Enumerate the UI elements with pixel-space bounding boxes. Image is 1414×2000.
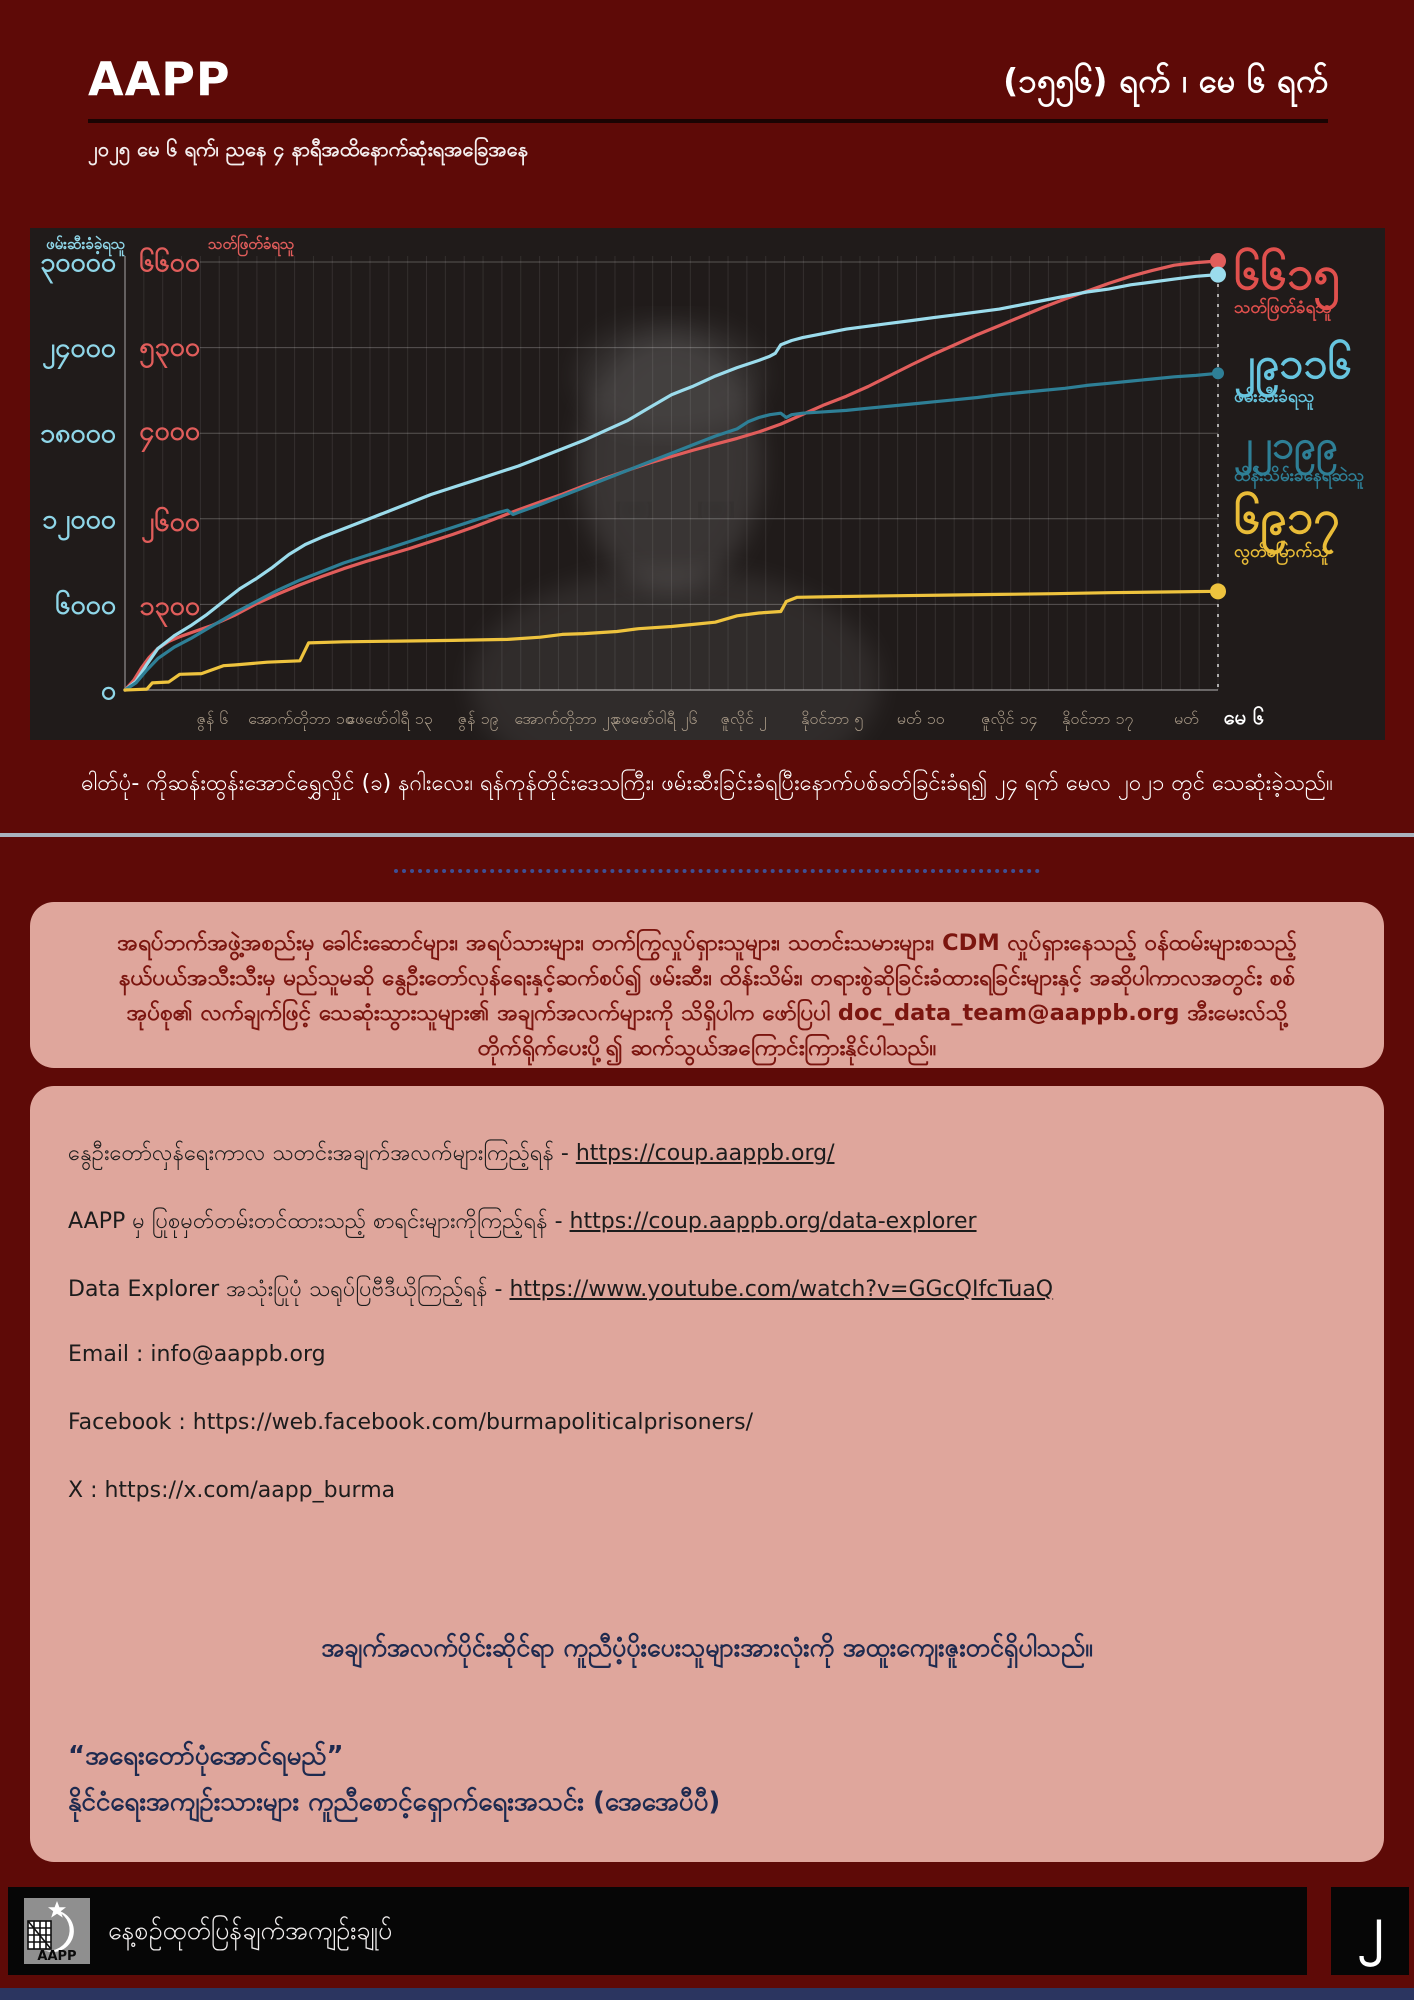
aapp-logo bbox=[24, 1898, 90, 1964]
link-line-coup-site bbox=[68, 1138, 835, 1171]
svg-text:၂၄၀၀၀: ၂၄၀၀၀ bbox=[41, 332, 116, 364]
legend-arrested bbox=[1234, 339, 1414, 407]
page-number-box bbox=[1331, 1887, 1409, 1975]
svg-text:မတ်: မတ် bbox=[1173, 709, 1199, 728]
svg-text:၆၆၀၀: ၆၆၀၀ bbox=[139, 247, 200, 278]
email-line: Email : info@aappb.org bbox=[68, 1342, 326, 1367]
svg-text:ဇွန် ၁၉: ဇွန် ၁၉ bbox=[457, 709, 499, 728]
coup-site-link[interactable]: https://coup.aappb.org/ bbox=[575, 1141, 835, 1166]
cumulative-line-chart bbox=[30, 228, 1385, 740]
svg-text:၁၂၀၀၀: ၁၂၀၀၀ bbox=[41, 503, 116, 535]
legend-released bbox=[1234, 490, 1414, 562]
photo-caption: ဓါတ်ပုံ- ကိုဆန်းထွန်းအောင်ရွှေလှိုင် (ခ) နဂါးလေး၊ ရန်ကုန်တိုင်းဒေသကြီး၊ ဖမ်းဆီးခြင်းခံရပြီးနောက်ပစ်ခတ်ခြင်းခံရ၍ ၂၄ ရက် မေလ ၂၀၂၁ တွင် သေဆုံးခဲ့သည်။ bbox=[81, 771, 1333, 796]
svg-text:နိုဝင်ဘာ ၁၇: နိုဝင်ဘာ ၁၇ bbox=[1062, 709, 1134, 728]
svg-text:အောက်တိုဘာ ၁၀: အောက်တိုဘာ ၁၀ bbox=[248, 709, 354, 728]
contact-info-text: အရပ်ဘက်အဖွဲ့အစည်းမှ ခေါင်းဆောင်များ၊ အရပ်သားများ၊ တက်ကြွလှုပ်ရှားသူများ၊ သတင်းသမားများ၊ CDM လှုပ်ရှားနေသည့် ဝန်ထမ်းများစသည့် နယ်ပယ်အသီးသီးမှ မည်သူမဆို နွေဦးတော်လှန်ရေးနှင့်ဆက်စပ်၍ ဖမ်းဆီး၊ ထိန်းသိမ်း၊ တရားစွဲဆိုခြင်းခံထားရခြင်းများနှင့် အဆိုပါကာလအတွင်း စစ်အုပ်စု၏ လက်ချက်ဖြင့် သေဆုံးသွားသူများ၏ အချက်အလက်များကို သိရှိပါက ဖော်ပြပါ doc_data_team@aappb.org အီးမေးလ်သို့ တိုက်ရိုက်ပေးပို့၍ ဆက်သွယ်အကြောင်းကြားနိုင်ပါသည်။ bbox=[117, 930, 1297, 1062]
svg-text:အောက်တိုဘာ ၂၃: အောက်တိုဘာ ၂၃ bbox=[514, 709, 619, 728]
svg-text:ဖမ်းဆီးခံခဲ့ရသူ: ဖမ်းဆီးခံခဲ့ရသူ bbox=[46, 235, 126, 253]
page-title: AAPP bbox=[88, 52, 231, 106]
footer-bar bbox=[8, 1887, 1307, 1975]
header-day-count: (၁၅၅၆) ရက် ၊ မေ ၆ ရက် bbox=[1003, 61, 1328, 100]
legend-detained-label: ထိန်းသိမ်းခံနေရဆဲသူ bbox=[1234, 465, 1365, 486]
thank-you-text: အချက်အလက်ပိုင်းဆိုင်ရာ ကူညီပံ့ပိုးပေးသူများအားလုံးကို အထူးကျေးဇူးတင်ရှိပါသည်။ bbox=[321, 1633, 1093, 1662]
links-box bbox=[30, 1086, 1384, 1862]
legend-killed-label: သတ်ဖြတ်ခံရသူ bbox=[1234, 297, 1332, 318]
svg-text:၁၈၀၀၀: ၁၈၀၀၀ bbox=[39, 418, 116, 450]
legend-detained-value: ၂၂၁၉၉ bbox=[1234, 423, 1339, 468]
legend-released-label: လွတ်မြောက်သူ bbox=[1234, 541, 1329, 562]
link-line-data-explorer-text: AAPP မှ ပြုစုမှတ်တမ်းတင်ထားသည့် စာရင်းများကိုကြည့်ရန် - bbox=[68, 1209, 570, 1234]
organization-name: နိုင်ငံရေးအကျဉ်းသားများ ကူညီစောင့်ရှောက်ရေးအသင်း (အေအေပီပီ) bbox=[68, 1787, 721, 1817]
svg-text:သတ်ဖြတ်ခံရသူ: သတ်ဖြတ်ခံရသူ bbox=[208, 235, 295, 253]
logo-wordmark: AAPP bbox=[37, 1949, 77, 1964]
svg-text:၀: ၀ bbox=[100, 675, 116, 706]
facebook-line: Facebook : https://web.facebook.com/burmapoliticalprisoners/ bbox=[68, 1410, 753, 1435]
svg-text:၄၀၀၀: ၄၀၀၀ bbox=[139, 415, 200, 447]
contact-info-box bbox=[30, 902, 1384, 1068]
svg-text:နိုဝင်ဘာ ၅: နိုဝင်ဘာ ၅ bbox=[801, 709, 864, 728]
svg-text:ဖေဖော်ဝါရီ ၁၃: ဖေဖော်ဝါရီ ၁၃ bbox=[346, 709, 433, 728]
logo-prison-bars-icon bbox=[28, 1921, 51, 1949]
link-line-youtube-text: Data Explorer အသုံးပြုပုံ သရုပ်ပြဗီဒီယိုကြည့်ရန် - bbox=[68, 1277, 510, 1302]
footer-caption: နေ့စဉ်ထုတ်ပြန်ချက်အကျဉ်းချုပ် bbox=[108, 1916, 393, 1945]
legend-detained bbox=[1234, 423, 1414, 486]
page-number: ၂ bbox=[1357, 1896, 1383, 1956]
dotted-separator bbox=[394, 869, 1040, 873]
svg-text:၅၃၀၀: ၅၃၀၀ bbox=[139, 331, 200, 363]
chart-legend bbox=[1234, 228, 1384, 740]
svg-text:မေ ၆: မေ ၆ bbox=[1223, 705, 1265, 729]
header-subtitle: ၂၀၂၅ မေ ၆ ရက်၊ ညနေ ၄ နာရီအထိနောက်ဆုံးရအခြေအနေ bbox=[88, 137, 528, 161]
legend-released-value: ၆၉၁၇ bbox=[1234, 490, 1340, 545]
svg-text:ဇူလိုင် ၂: ဇူလိုင် ၂ bbox=[720, 709, 767, 728]
legend-arrested-label: ဖမ်းဆီးခံရသူ bbox=[1234, 386, 1315, 407]
link-line-data-explorer bbox=[68, 1206, 977, 1239]
svg-text:၆၀၀၀: ၆၀၀၀ bbox=[55, 589, 116, 621]
link-line-youtube bbox=[68, 1274, 1053, 1307]
svg-text:၂၆၀၀: ၂၆၀၀ bbox=[141, 506, 200, 538]
legend-killed bbox=[1234, 246, 1414, 318]
svg-text:မတ် ၁၀: မတ် ၁၀ bbox=[896, 709, 945, 728]
section-divider-line bbox=[0, 833, 1414, 837]
svg-text:ဖေဖော်ဝါရီ ၂၆: ဖေဖော်ဝါရီ ၂၆ bbox=[612, 709, 698, 728]
link-line-coup-site-text: နွေဦးတော်လှန်ရေးကာလ သတင်းအချက်အလက်များကြည့်ရန် - bbox=[68, 1141, 576, 1166]
youtube-demo-link[interactable]: https://www.youtube.com/watch?v=GGcQIfcTuaQ bbox=[509, 1277, 1054, 1302]
svg-text:၁၃၀၀: ၁၃၀၀ bbox=[139, 590, 200, 622]
svg-text:ဇွန် ၆: ဇွန် ၆ bbox=[196, 709, 229, 728]
legend-killed-value: ၆၆၁၅ bbox=[1234, 246, 1340, 301]
svg-text:ဇူလိုင် ၁၄: ဇူလိုင် ၁၄ bbox=[980, 709, 1038, 728]
legend-arrested-value: ၂၉၁၁၆ bbox=[1234, 339, 1352, 389]
chart-canvas bbox=[30, 228, 1385, 740]
svg-text:၃၀၀၀၀: ၃၀၀၀၀ bbox=[40, 247, 116, 278]
data-explorer-link[interactable]: https://coup.aappb.org/data-explorer bbox=[569, 1209, 977, 1234]
slogan-quote: “အရေးတော်ပုံအောင်ရမည်” bbox=[68, 1741, 344, 1771]
bottom-navy-strip bbox=[0, 1988, 1414, 2000]
x-line: X : https://x.com/aapp_burma bbox=[68, 1478, 396, 1503]
header-divider bbox=[88, 119, 1328, 123]
